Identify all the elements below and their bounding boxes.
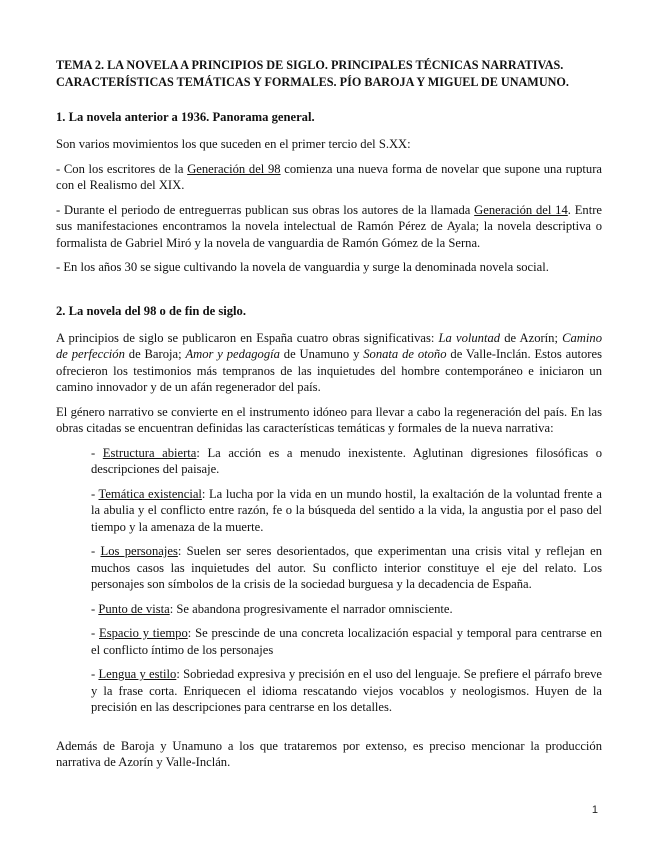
section-2-paragraph-2: El género narrativo se convierte en el instrumento idóneo para llevar a cabo la regeneración del país. En las obras citadas se encuentran definidas las características temáticas y formales de la nueva narrativa: <box>56 404 602 435</box>
text-span: . Entre sus manifestaciones encontramos la novela intelectual de Ramón Pérez de Ayala; la novela descriptiva o formalista de Gabriel Miró y la novela de vanguardia de Ramón Gómez de la Serna. <box>56 202 602 250</box>
text-span: de Valle-Inclán. Estos autores ofrecieron los testimonios más tempranos de las inquietudes del hombre contemporáneo e iniciaron un camino innovador y de un afán regenerador del país. <box>56 347 602 394</box>
document-page <box>56 57 602 779</box>
text-span: de Azorín; <box>500 330 563 345</box>
text-span: - Durante el periodo de entreguerras publican sus obras los autores de la llamada <box>56 202 475 217</box>
feature-item <box>91 445 602 478</box>
text-span: - <box>91 667 99 681</box>
document-title: TEMA 2. LA NOVELA A PRINCIPIOS DE SIGLO. PRINCIPALES TÉCNICAS NARRATIVAS. CARACTERÍSTICAS TEMÁTICAS Y FORMALES. PÍO BAROJA Y MIGUEL DE UNAMUNO. <box>56 58 569 89</box>
section-1-heading: 1. La novela anterior a 1936. Panorama general. <box>56 110 315 124</box>
feature-text: : Suelen ser seres desorientados, que experimentan una crisis vital y reflejan en muchos casos las inquietudes del autor. Su conflicto interior constituye el eje del relato. Los personajes son símbolos de la crisis de la sociedad burguesa y la decadencia de España. <box>91 544 602 591</box>
text-span: - <box>91 486 99 501</box>
feature-item <box>91 666 602 716</box>
feature-label: Temática existencial <box>98 486 202 501</box>
work-title: La voluntad <box>438 330 501 345</box>
work-title: Sonata de otoño <box>363 347 447 361</box>
text-span: - <box>91 626 100 640</box>
text-span: A principios de siglo se publicaron en España cuatro obras significativas: <box>56 330 439 345</box>
generacion-14-link: Generación del 14 <box>474 202 568 217</box>
feature-item <box>91 486 602 536</box>
feature-text: : Se prescinde de una concreta localización espacial y temporal para centrarse en el conflicto íntimo de los personajes <box>91 626 603 657</box>
work-title: Camino de perfección <box>56 330 602 361</box>
feature-label: Espacio y tiempo <box>99 626 188 640</box>
work-title: Amor y pedagogía <box>185 347 280 361</box>
feature-text: : Sobriedad expresiva y precisión en el uso del lenguaje. Se prefiere el párrafo breve y la frase corta. Enriquecen el idioma rescatando viejos vocablos y neologismos. Huyen de la precisión en las descripciones para centrarse en los detalles. <box>91 667 602 714</box>
text-span: - Con los escritores de la <box>56 161 188 176</box>
feature-text: : Se abandona progresivamente el narrador omnisciente. <box>169 601 453 616</box>
text-span: de Unamuno y <box>279 347 364 361</box>
feature-text: : La lucha por la vida en un mundo hostil, la exaltación de la voluntad frente a la abulia y el conflicto entre razón, fe o la búsqueda del sentido a la vida, la angustia por el paso del tiempo y la amenaza de la muerte. <box>91 486 602 534</box>
feature-label: Los personajes <box>100 544 178 558</box>
generacion-98-link: Generación del 98 <box>187 161 281 176</box>
text-span: - <box>91 601 99 616</box>
feature-label: Punto de vista <box>98 601 170 616</box>
text-span: - <box>91 544 101 558</box>
feature-item <box>91 543 602 593</box>
feature-label: Estructura abierta <box>102 445 197 460</box>
section-2-heading: 2. La novela del 98 o de fin de siglo. <box>56 303 246 318</box>
closing-paragraph: Además de Baroja y Unamuno a los que trataremos por extenso, es preciso mencionar la producción narrativa de Azorín y Valle-Inclán. <box>56 738 602 769</box>
text-span: - <box>91 445 103 460</box>
section-1-intro: Son varios movimientos los que suceden en el primer tercio del S.XX: <box>56 137 411 151</box>
feature-text: : La acción es a menudo inexistente. Aglutinan digresiones filosóficas o descripciones del paisaje. <box>91 445 602 476</box>
features-list <box>91 445 602 716</box>
feature-item <box>91 601 602 618</box>
section-2-paragraph-1 <box>56 330 602 396</box>
page-number: 1 <box>591 804 598 816</box>
section-1-item-1 <box>56 161 602 194</box>
section-1-item-3: - En los años 30 se sigue cultivando la novela de vanguardia y surge la denominada novela social. <box>56 260 549 274</box>
feature-label: Lengua y estilo <box>98 667 177 681</box>
text-span: de Baroja; <box>124 347 186 361</box>
section-1-item-2 <box>56 202 602 252</box>
feature-item <box>91 625 602 658</box>
text-span: comienza una nueva forma de novelar que supone una ruptura con el Realismo del XIX. <box>56 161 602 192</box>
